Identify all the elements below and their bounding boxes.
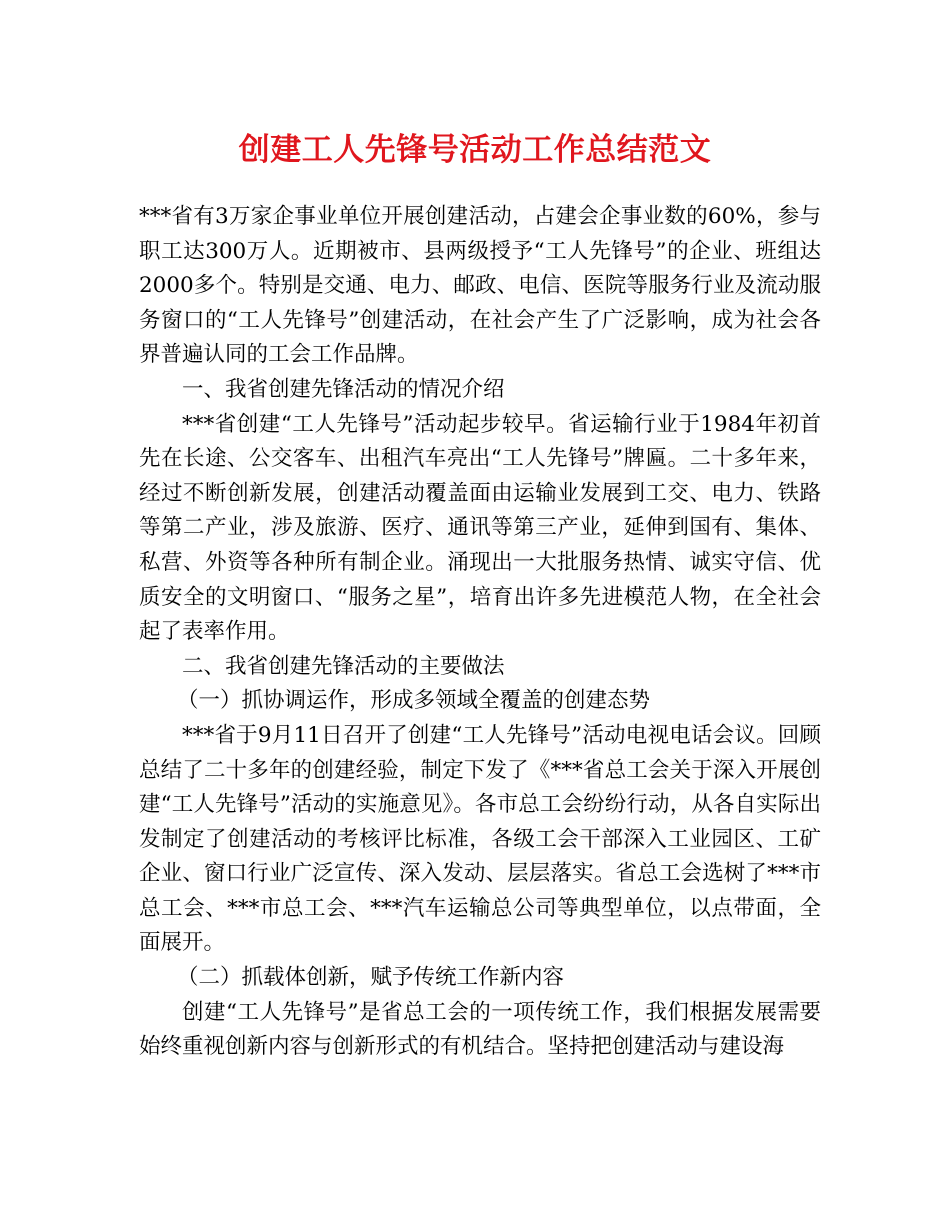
paragraph-section-1: ***省创建“工人先锋号”活动起步较早。省运输行业于1984年初首先在长途、公交客车、出租汽车亮出“工人先锋号”牌匾。二十多年来，经过不断创新发展，创建活动覆盖面由运输业发展到工交、电力、铁路等第二产业，涉及旅游、医疗、通讯等第三产业，延伸到国有、集体、私营、外资等各种所有制企业。涌现出一大批服务热情、诚实守信、优质安全的文明窗口、“服务之星”，培育出许多先进模范人物，在全社会起了表率作用。 bbox=[139, 411, 821, 645]
paragraph-intro: ***省有3万家企事业单位开展创建活动，占建会企事业数的60%，参与职工达300万人。近期被市、县两级授予“工人先锋号”的企业、班组达2000多个。特别是交通、电力、邮政、电信、医院等服务行业及流动服务窗口的“工人先锋号”创建活动，在社会产生了广泛影响，成为社会各界普遍认同的工会工作品牌。 bbox=[139, 204, 821, 368]
section-heading-2: 二、我省创建先锋活动的主要做法 bbox=[182, 653, 505, 679]
subsection-heading-2: （二）抓载体创新，赋予传统工作新内容 bbox=[177, 965, 565, 991]
document-title: 创建工人先锋号活动工作总结范文 bbox=[238, 132, 712, 168]
subsection-heading-1: （一）抓协调运作，形成多领域全覆盖的创建态势 bbox=[177, 688, 651, 714]
document-body bbox=[139, 200, 821, 1065]
paragraph-subsection-2: 创建“工人先锋号”是省总工会的一项传统工作，我们根据发展需要始终重视创新内容与创新形式的有机结合。坚持把创建活动与建设海 bbox=[139, 999, 821, 1060]
paragraph-subsection-1: ***省于9月11日召开了创建“工人先锋号”活动电视电话会议。回顾总结了二十多年的创建经验，制定下发了《***省总工会关于深入开展创建“工人先锋号”活动的实施意见》。各市总工会纷纷行动，从各自实际出发制定了创建活动的考核评比标准，各级工会干部深入工业园区、工矿企业、窗口行业广泛宣传、深入发动、层层落实。省总工会选树了***市总工会、***市总工会、***汽车运输总公司等典型单位，以点带面，全面展开。 bbox=[139, 722, 821, 956]
section-heading-1: 一、我省创建先锋活动的情况介绍 bbox=[182, 376, 505, 402]
